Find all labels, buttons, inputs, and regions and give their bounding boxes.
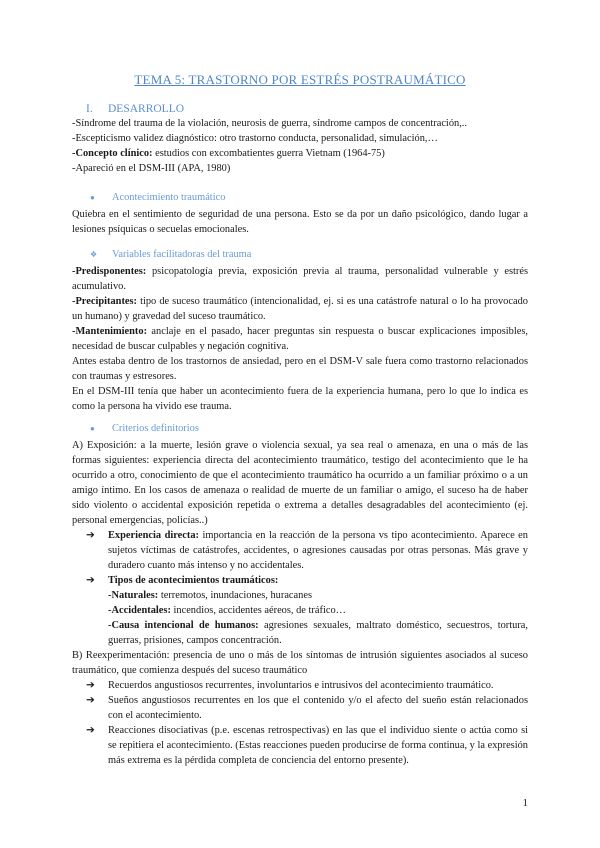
predisponentes-line: [72, 264, 528, 294]
list-item: [72, 693, 528, 723]
variables-block: [72, 264, 528, 414]
tipo-causa-intencional: [108, 618, 528, 648]
predisponentes-label: -Predisponentes:: [72, 266, 147, 277]
dsm-line: -Apareció en el DSM-III (APA, 1980): [72, 163, 231, 174]
criterio-b-list: [72, 678, 528, 768]
mantenimiento-text: anclaje en el pasado, hacer preguntas sin respuesta o buscar explicaciones imposibles, necesidad de buscar culpables y negación cognitiva.: [72, 326, 528, 352]
subheading-criterios: [90, 423, 199, 434]
arrow-icon: ➔: [86, 680, 95, 691]
naturales-label: -Naturales:: [108, 590, 159, 601]
subheading-text: Acontecimiento traumático: [112, 192, 226, 203]
causa-label: -Causa intencional de humanos:: [108, 620, 259, 631]
bullet-icon: ●: [90, 193, 95, 202]
acontecimiento-text: Quiebra en el sentimiento de seguridad de una persona. Esto se da por un daño psicológico, dando lugar a lesiones psíquicas o secuelas emocionales.: [72, 209, 528, 235]
section-number: I.: [86, 103, 93, 115]
naturales-text: terremotos, inundaciones, huracanes: [158, 590, 313, 601]
tipo-naturales: [108, 588, 528, 603]
concepto-clinico-line: [72, 146, 528, 161]
causa-text: agresiones sexuales, maltrato doméstico, secuestros, tortura, guerras, prisiones, campos concentración.: [108, 620, 528, 646]
list-item: [72, 678, 528, 693]
mantenimiento-label: -Mantenimiento:: [72, 326, 148, 337]
page-title: TEMA 5: TRASTORNO POR ESTRÉS POSTRAUMÁTICO: [134, 72, 466, 87]
bullet-icon: ●: [90, 424, 95, 433]
criterio-b-paragraph: B) Reexperimentación: presencia de uno o más de los síntomas de intrusión siguientes asociados al suceso traumático, que comienza después del suceso traumático: [72, 650, 528, 676]
arrow-icon: ➔: [86, 725, 95, 736]
precipitantes-label: -Precipitantes:: [72, 296, 138, 307]
list-item: [72, 528, 528, 573]
tipos-label: Tipos de acontecimientos traumáticos:: [108, 575, 279, 586]
diamond-bullet-icon: ❖: [90, 250, 98, 259]
accidentales-label: -Accidentales:: [108, 605, 171, 616]
desarrollo-block: [72, 116, 528, 176]
subheading-text: Variables facilitadoras del trauma: [112, 249, 252, 260]
desarrollo-line-2: -Escepticismo validez diagnóstico: otro trastorno conducta, personalidad, simulación,…: [72, 133, 438, 144]
arrow-icon: ➔: [86, 530, 95, 541]
list-item: [72, 723, 528, 768]
desarrollo-line-1: -Síndrome del trauma de la violación, neurosis de guerra, síndrome campos de concentración,..: [72, 118, 468, 129]
precipitantes-line: [72, 294, 528, 324]
dsm3-paragraph: En el DSM-III tenía que haber un acontecimiento fuera de la experiencia humana, pero lo que lo indica es como la persona ha vivido ese trauma.: [72, 386, 528, 412]
acontecimiento-paragraph: [72, 207, 528, 237]
concepto-text: estudios con excombatientes guerra Vietnam (1964-75): [152, 148, 385, 159]
precipitantes-text: tipo de suceso traumático (intencionalidad, ej. si es una catástrofe natural o lo ha provocado un humano) y gravedad del suceso traumático.: [72, 296, 528, 322]
experiencia-label: Experiencia directa:: [108, 530, 200, 541]
b-item-text: Reacciones disociativas (p.e. escenas retrospectivas) en las que el individuo siente o actúa como si se repitiera el acontecimiento. (Estas reacciones pueden producirse de forma continua, y la expresión más extrema es la pérdida completa de conciencia del entorno presente).: [108, 725, 528, 766]
arrow-icon: ➔: [86, 575, 95, 586]
experiencia-text: importancia en la reacción de la persona vs tipo acontecimiento. Aparece en sujetos víctimas de catástrofes, accidentes, o agresiones causadas por otras personas. Más grave y duradero cuanto más intenso y no accidentales.: [108, 530, 528, 571]
subheading-text: Criterios definitorios: [112, 423, 199, 434]
criterios-block: [72, 438, 528, 768]
subheading-acontecimiento: [90, 192, 225, 203]
antes-paragraph: Antes estaba dentro de los trastornos de ansiedad, pero en el DSM-V sale fuera como trastorno relacionados con traumas y estresores.: [72, 356, 528, 382]
section-heading-text: DESARROLLO: [108, 103, 185, 115]
criterio-a-list: [72, 528, 528, 648]
concepto-label: -Concepto clínico:: [72, 148, 153, 159]
section-heading-desarrollo: [86, 103, 184, 115]
subheading-variables: [90, 249, 251, 260]
accidentales-text: incendios, accidentes aéreos, de tráfico…: [170, 605, 347, 616]
predisponentes-text: psicopatología previa, exposición previa al trauma, personalidad vulnerable y estrés acumulativo.: [72, 266, 528, 292]
mantenimiento-line: [72, 324, 528, 354]
criterio-a-paragraph: A) Exposición: a la muerte, lesión grave o violencia sexual, ya sea real o amenaza, en una o más de las formas siguientes: experiencia directa del acontecimiento traumático, testigo del acontecimiento que le ha ocurrido a otro, conocimiento de que el acontecimiento traumático ha ocurrido a un familiar próximo o a un amigo íntimo. En los casos de amenaza o realidad de muerte de un familiar o amigo, el suceso ha de haber sido violento o accidental exposición repetida o extrema a detalles desagradables del acontecimiento (ej. personal emergencias, policías..): [72, 440, 528, 526]
arrow-icon: ➔: [86, 695, 95, 706]
page-number: 1: [522, 797, 528, 809]
list-item: [72, 573, 528, 648]
b-item-text: Recuerdos angustiosos recurrentes, involuntarios e intrusivos del acontecimiento traumático.: [108, 680, 494, 691]
b-item-text: Sueños angustiosos recurrentes en los que el contenido y/o el afecto del sueño están relacionados con el acontecimiento.: [108, 695, 528, 721]
tipo-accidentales: [108, 603, 528, 618]
